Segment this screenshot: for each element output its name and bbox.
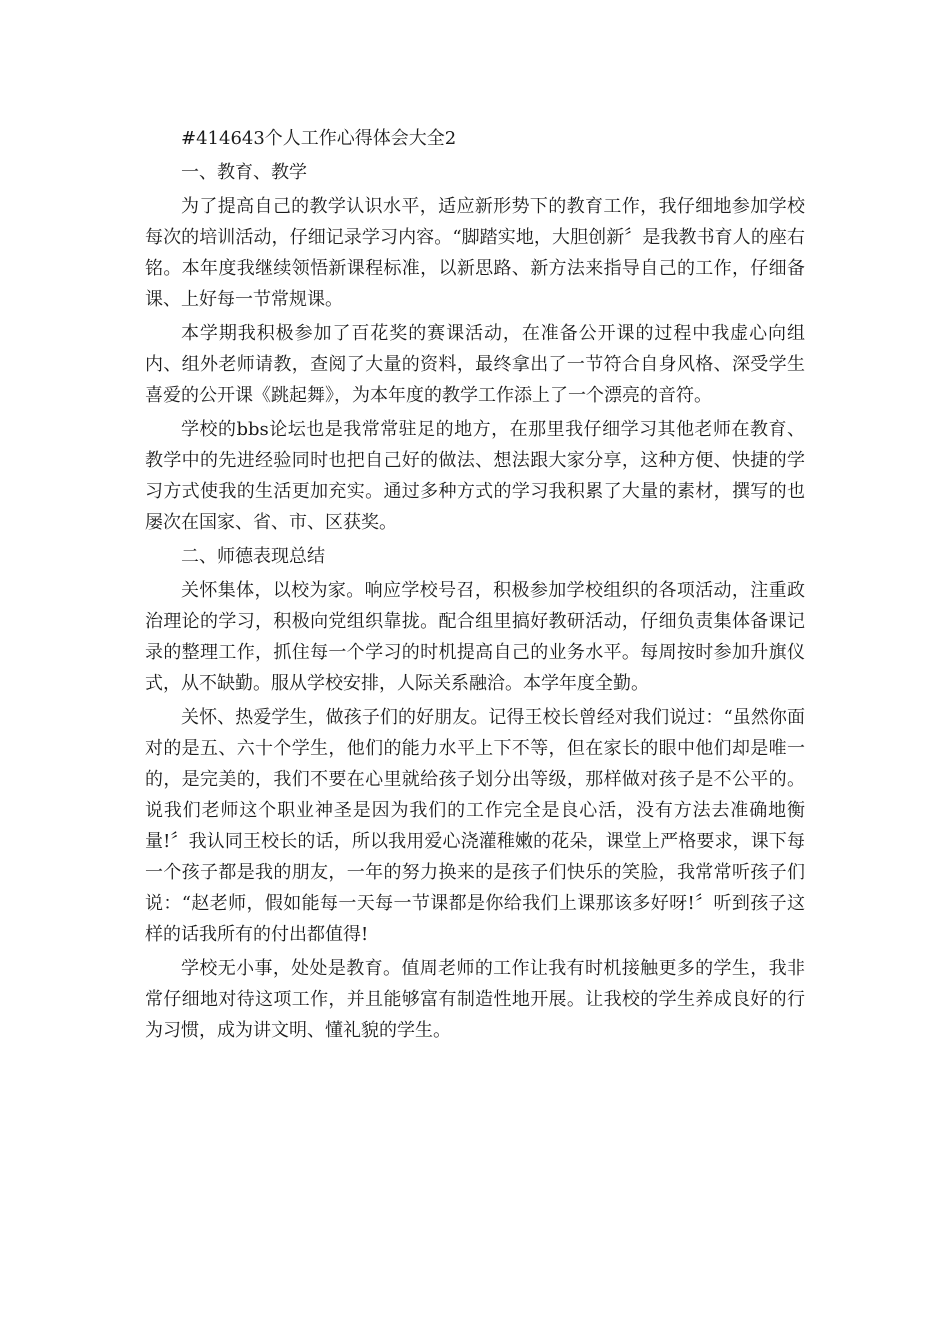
document-body (145, 123, 805, 1049)
paragraph: 关怀集体，以校为家。响应学校号召，积极参加学校组织的各项活动，注重政治理论的学习，积极向党组织靠拢。配合组里搞好教研活动，仔细负责集体备课记录的整理工作，抓住每一个学习的时机提高自己的业务水平。每周按时参加升旗仪式，从不缺勤。服从学校安排，人际关系融洽。本学年度全勤。 (145, 580, 805, 694)
document-title: #414643个人工作心得体会大全2 (181, 128, 457, 149)
paragraph: 学校的bbs论坛也是我常常驻足的地方，在那里我仔细学习其他老师在教育、教学中的先进经验同时也把自己好的做法、想法跟大家分享，这种方便、快捷的学习方式使我的生活更加充实。通过多种方式的学习我积累了大量的素材，撰写的也屡次在国家、省、市、区获奖。 (145, 419, 805, 533)
section-heading-ethics: 二、师德表现总结 (181, 546, 325, 567)
section-heading-teaching: 一、教育、教学 (181, 162, 307, 183)
paragraph: 本学期我积极参加了百花奖的赛课活动，在准备公开课的过程中我虚心向组内、组外老师请教，查阅了大量的资料，最终拿出了一节符合自身风格、深受学生喜爱的公开课《跳起舞》，为本年度的教学工作添上了一个漂亮的音符。 (145, 323, 805, 406)
paragraph: 为了提高自己的教学认识水平，适应新形势下的教育工作，我仔细地参加学校每次的培训活动，仔细记录学习内容。“脚踏实地，大胆创新〞是我教书育人的座右铭。本年度我继续领悟新课程标准，以新思路、新方法来指导自己的工作，仔细备课、上好每一节常规课。 (145, 196, 805, 310)
paragraph: 关怀、热爱学生，做孩子们的好朋友。记得王校长曾经对我们说过：“虽然你面对的是五、六十个学生，他们的能力水平上下不等，但在家长的眼中他们却是唯一的，是完美的，我们不要在心里就给孩子划分出等级，那样做对孩子是不公平的。说我们老师这个职业神圣是因为我们的工作完全是良心活，没有方法去准确地衡量!〞我认同王校长的话，所以我用爱心浇灌稚嫩的花朵，课堂上严格要求，课下每一个孩子都是我的朋友，一年的努力换来的是孩子们快乐的笑脸，我常常听孩子们说：“赵老师，假如能每一天每一节课都是你给我们上课那该多好呀!〞听到孩子这样的话我所有的付出都值得! (145, 707, 805, 945)
paragraph: 学校无小事，处处是教育。值周老师的工作让我有时机接触更多的学生，我非常仔细地对待这项工作，并且能够富有制造性地开展。让我校的学生养成良好的行为习惯，成为讲文明、懂礼貌的学生。 (145, 958, 805, 1041)
